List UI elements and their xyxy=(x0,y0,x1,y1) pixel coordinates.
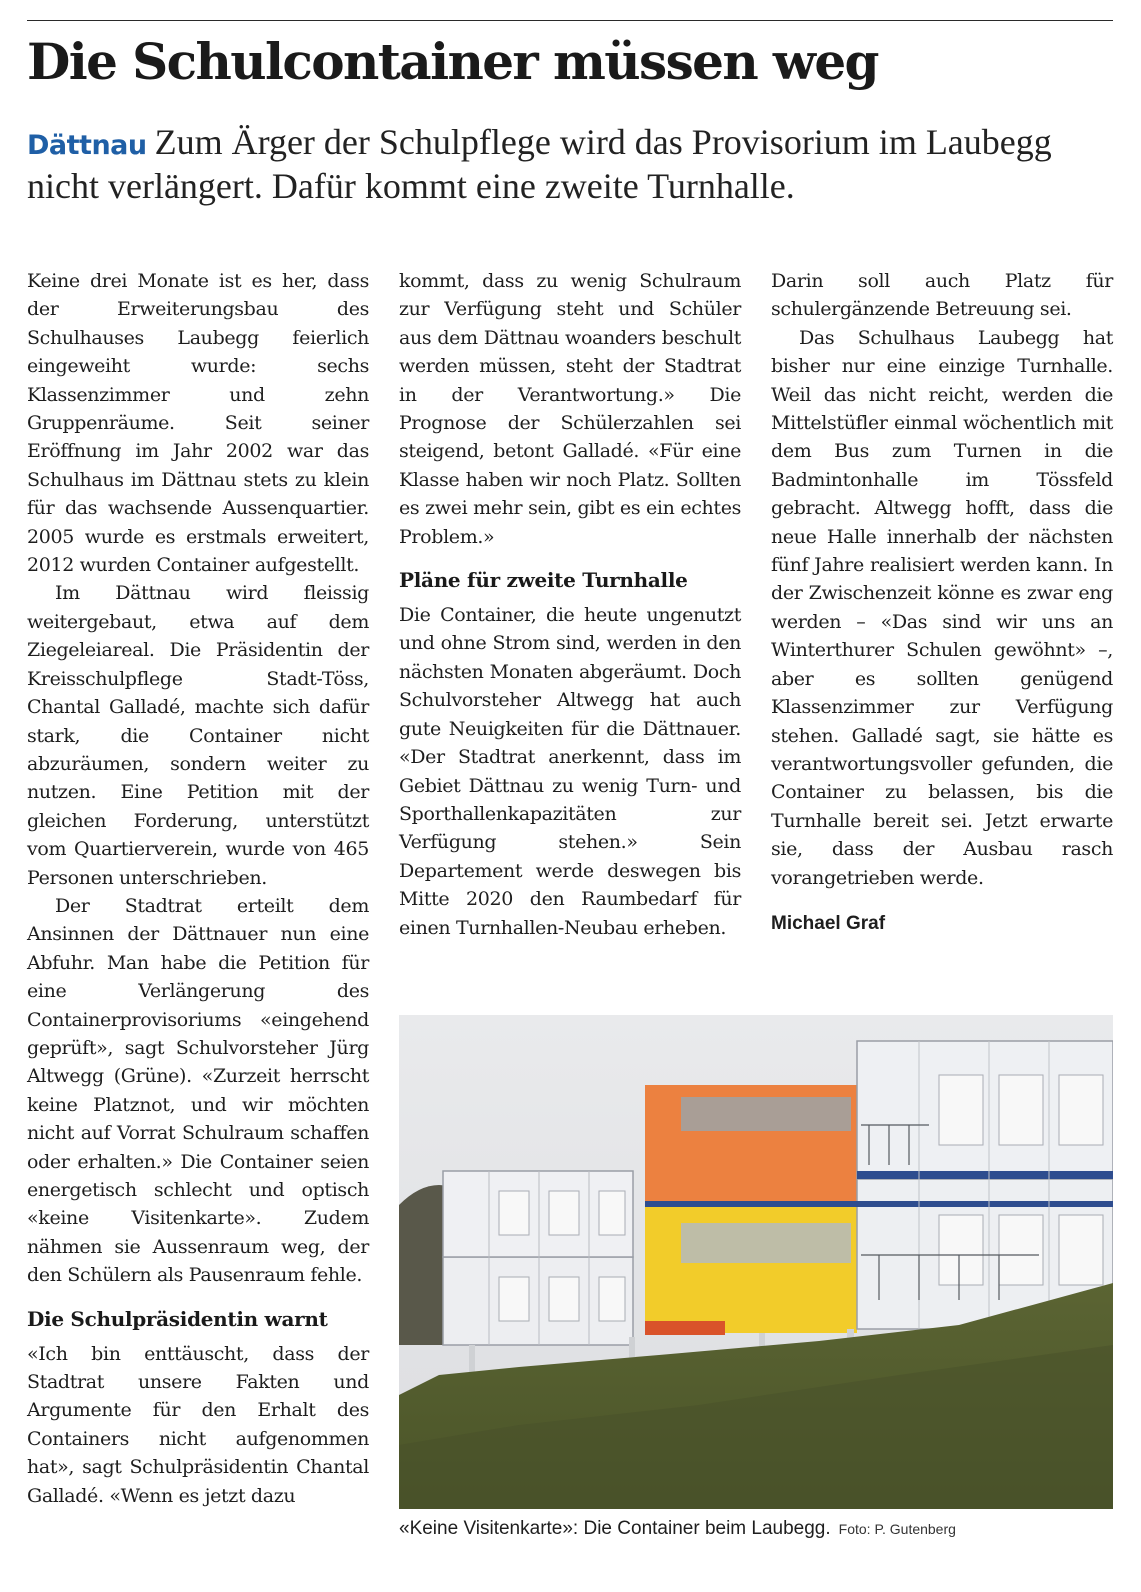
red-stripe xyxy=(645,1321,725,1335)
paragraph: kommt, dass zu wenig Schulraum zur Verfügung steht und Schüler aus dem Dättnau woanders beschult werden müssen, steht der Stadtrat in der Verantwortung.» Die Prognose der Schülerzahlen sei steigend, betont Galladé. «Für eine Klasse haben wir noch Platz. Sollten es zwei mehr sein, gibt es ein echtes Problem.» xyxy=(399,270,741,548)
column-1 xyxy=(27,267,369,1510)
orange-window xyxy=(681,1097,851,1131)
headline: Die Schulcontainer müssen weg xyxy=(27,32,878,91)
blue-edge-upper xyxy=(857,1171,1113,1179)
paragraph: Der Stadtrat erteilt dem Ansinnen der Dättnauer nun eine Abfuhr. Man habe die Petition für eine Verlängerung des Containerprovisoriums «eingehend geprüft», sagt Schulvorsteher Jürg Altwegg (Grüne). «Zurzeit herrscht keine Platznot, und wir möchten nicht auf Vorrat Schulraum schaffen oder erhalten.» Die Container seien energetisch schlecht und optisch «keine Visitenkarte». Zudem nähmen sie Aussenraum weg, der den Schülern als Pausenraum fehle. xyxy=(27,894,369,1287)
column-2 xyxy=(399,267,741,942)
blue-edge-mid xyxy=(645,1201,1113,1207)
column-3 xyxy=(771,267,1113,938)
article-photo xyxy=(399,1015,1113,1509)
subheading: Pläne für zweite Turnhalle xyxy=(399,568,688,593)
lead-text: Zum Ärger der Schulpflege wird das Provisorium im Laubegg nicht verlängert. Dafür kommt eine zweite Turnhalle. xyxy=(27,122,1052,206)
photo-credit: Foto: P. Gutenberg xyxy=(838,1521,956,1537)
paragraph: «Ich bin enttäuscht, dass der Stadtrat unsere Fakten und Argumente für den Erhalt des Containers nicht aufgenommen hat», sagt Schulpräsidentin Chantal Galladé. «Wenn es jetzt dazu xyxy=(27,1342,369,1507)
top-rule xyxy=(27,20,1113,21)
paragraph: Die Container, die heute ungenutzt und ohne Strom sind, werden in den nächsten Monaten abgeräumt. Doch Schulvorsteher Altwegg hat auch gute Neuigkeiten für die Dättnauer. «Der Stadtrat anerkennt, dass im Gebiet Dättnau zu wenig Turn- und Sporthallenkapazitäten zur Verfügung stehen.» Sein Departement werde deswegen bis Mitte 2020 den Raumbedarf für einen Turnhallen-Neubau erheben. xyxy=(399,604,741,939)
paragraph: Darin soll auch Platz für schulergänzende Betreuung sei. xyxy=(771,270,1113,321)
kicker: Dättnau xyxy=(27,130,147,161)
container-building-illustration xyxy=(399,1015,1113,1509)
subheading: Die Schulpräsidentin warnt xyxy=(27,1306,328,1331)
paragraph: Keine drei Monate ist es her, dass der Erweiterungsbau des Schulhauses Laubegg feierlich eingeweiht wurde: sechs Klassenzimmer und zehn Gruppenräume. Seit seiner Eröffnung im Jahr 2002 war das Schulhaus im Dättnau stets zu klein für das wachsende Aussenquartier. 2005 wurde es erstmals erweitert, 2012 wurden Container aufgestellt. xyxy=(27,270,369,577)
photo-caption xyxy=(399,1518,1113,1540)
yellow-window xyxy=(681,1223,851,1263)
author-byline: Michael Graf xyxy=(771,912,886,934)
paragraph: Im Dättnau wird fleissig weitergebaut, etwa auf dem Ziegeleiareal. Die Präsidentin der Kreisschulpflege Stadt-Töss, Chantal Galladé, machte sich dafür stark, die Container nicht abzuräumen, sondern weiter zu nutzen. Eine Petition mit der gleichen Forderung, unterstützt vom Quartierverein, wurde von 465 Personen unterschrieben. xyxy=(27,582,369,889)
caption-text: «Keine Visitenkarte»: Die Container beim Laubegg. xyxy=(399,1518,831,1539)
paragraph: Das Schulhaus Laubegg hat bisher nur eine einzige Turnhalle. Weil das nicht reicht, werden die Mittelstüfler einmal wöchentlich mit dem Bus zum Turnen in die Badmintonhalle im Tössfeld gebracht. Altwegg hofft, dass die neue Halle innerhalb der nächsten fünf Jahre realisiert werden kann. In der Zwischenzeit könne es zwar eng werden – «Das sind wir uns an Winterthurer Schulen gewöhnt» –, aber es sollten genügend Klassenzimmer zur Verfügung stehen. Galladé sagt, sie hätte es verantwortungsvoller gefunden, die Container zu belassen, bis die Turnhalle bereit sei. Jetzt erwarte sie, dass der Ausbau rasch vorangetrieben werde. xyxy=(771,326,1113,889)
lead xyxy=(27,122,1113,206)
